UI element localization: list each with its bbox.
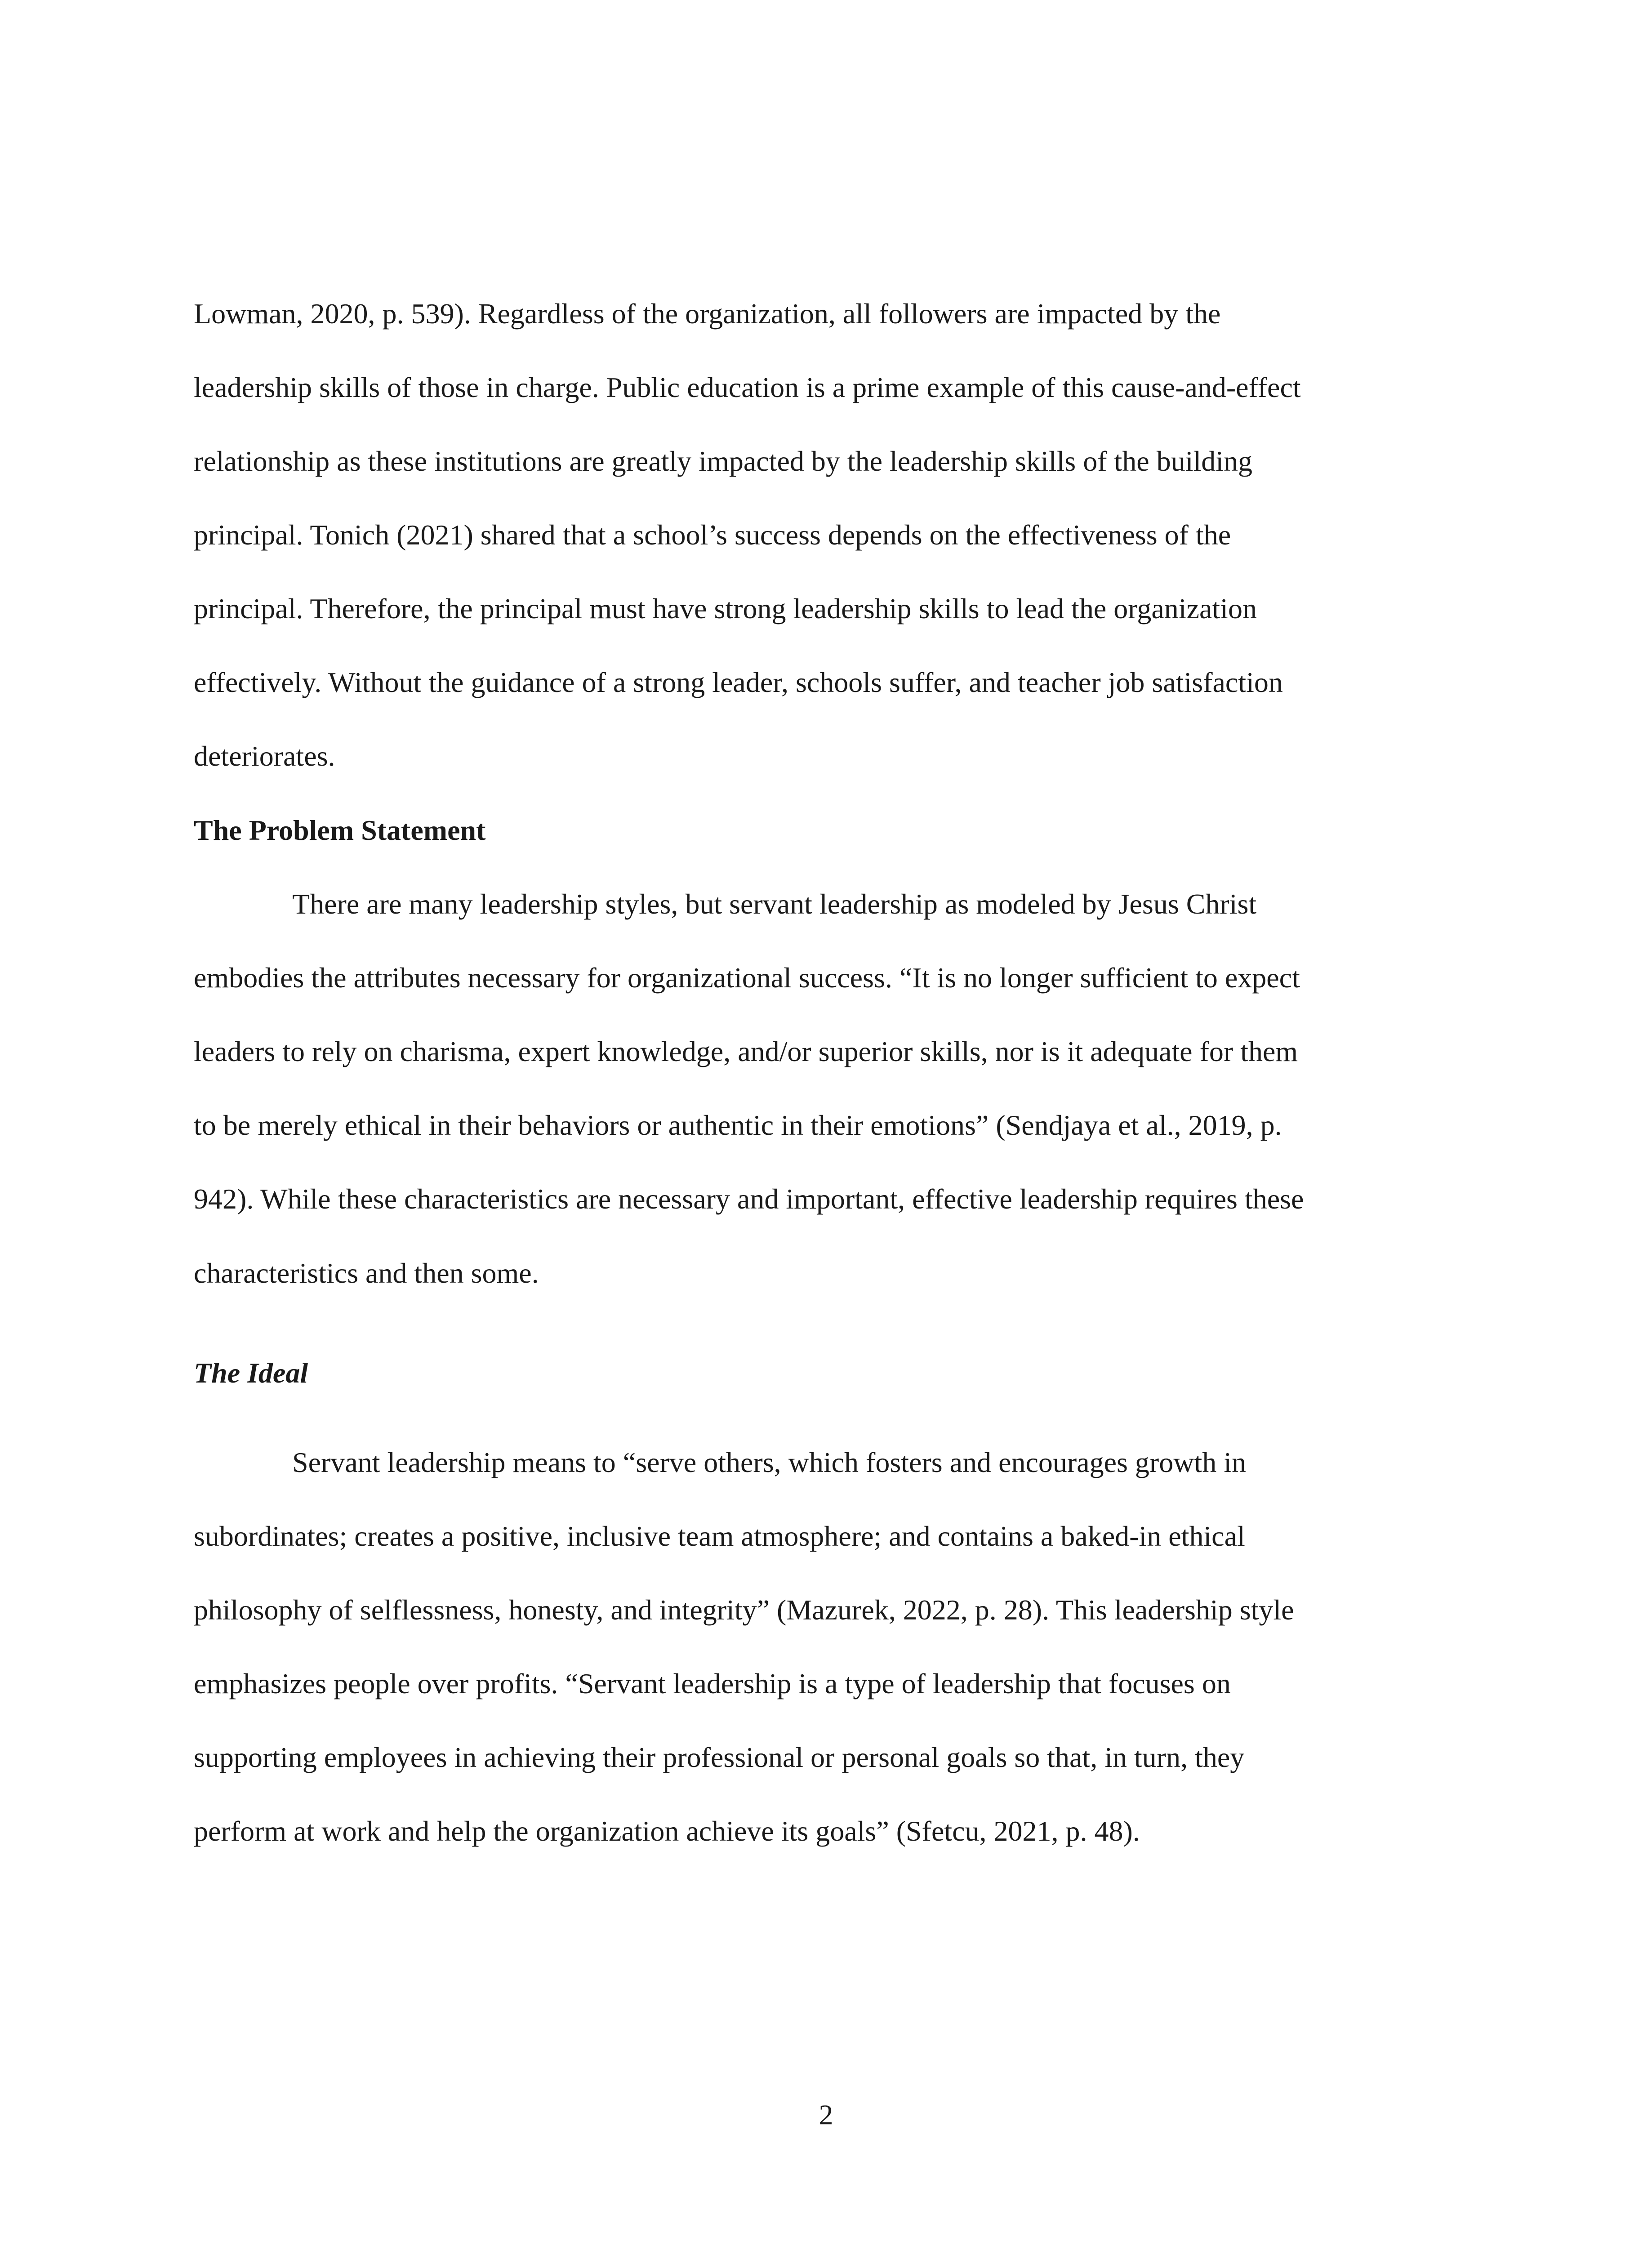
paragraph-line: to be merely ethical in their behaviors or authentic in their emotions” (Sendjaya et al., 2019, p. [194, 1109, 1282, 1141]
paragraph-line: There are many leadership styles, but servant leadership as modeled by Jesus Christ [292, 888, 1257, 920]
paragraph-line: supporting employees in achieving their professional or personal goals so that, in turn, they [194, 1741, 1245, 1773]
paragraph-line: principal. Therefore, the principal must have strong leadership skills to lead the organization [194, 593, 1257, 624]
paragraph-line: leaders to rely on charisma, expert knowledge, and/or superior skills, nor is it adequate for them [194, 1035, 1298, 1067]
paragraph-line: Lowman, 2020, p. 539). Regardless of the organization, all followers are impacted by the [194, 298, 1221, 330]
paragraph-line: subordinates; creates a positive, inclusive team atmosphere; and contains a baked-in ethical [194, 1520, 1245, 1552]
paragraph-line: principal. Tonich (2021) shared that a school’s success depends on the effectiveness of the [194, 519, 1231, 551]
paragraph-line: embodies the attributes necessary for organizational success. “It is no longer sufficient to expect [194, 962, 1300, 994]
paragraph-line: deteriorates. [194, 740, 335, 772]
paragraph-line: perform at work and help the organization achieve its goals” (Sfetcu, 2021, p. 48). [194, 1815, 1140, 1847]
paragraph-line: philosophy of selflessness, honesty, and integrity” (Mazurek, 2022, p. 28). This leadership style [194, 1594, 1294, 1626]
subsection-heading: The Ideal [194, 1357, 308, 1389]
section-heading: The Problem Statement [194, 814, 486, 846]
paragraph-line: characteristics and then some. [194, 1257, 539, 1289]
paragraph-line: emphasizes people over profits. “Servant leadership is a type of leadership that focuses on [194, 1668, 1231, 1699]
paragraph-line: effectively. Without the guidance of a strong leader, schools suffer, and teacher job satisfaction [194, 666, 1283, 698]
paragraph-line: relationship as these institutions are greatly impacted by the leadership skills of the building [194, 445, 1253, 477]
paragraph-line: 942). While these characteristics are necessary and important, effective leadership requires these [194, 1183, 1304, 1215]
paragraph-line: leadership skills of those in charge. Public education is a prime example of this cause-and-effect [194, 371, 1301, 403]
page-number: 2 [819, 2099, 833, 2131]
paragraph-line: Servant leadership means to “serve others, which fosters and encourages growth in [292, 1446, 1246, 1478]
